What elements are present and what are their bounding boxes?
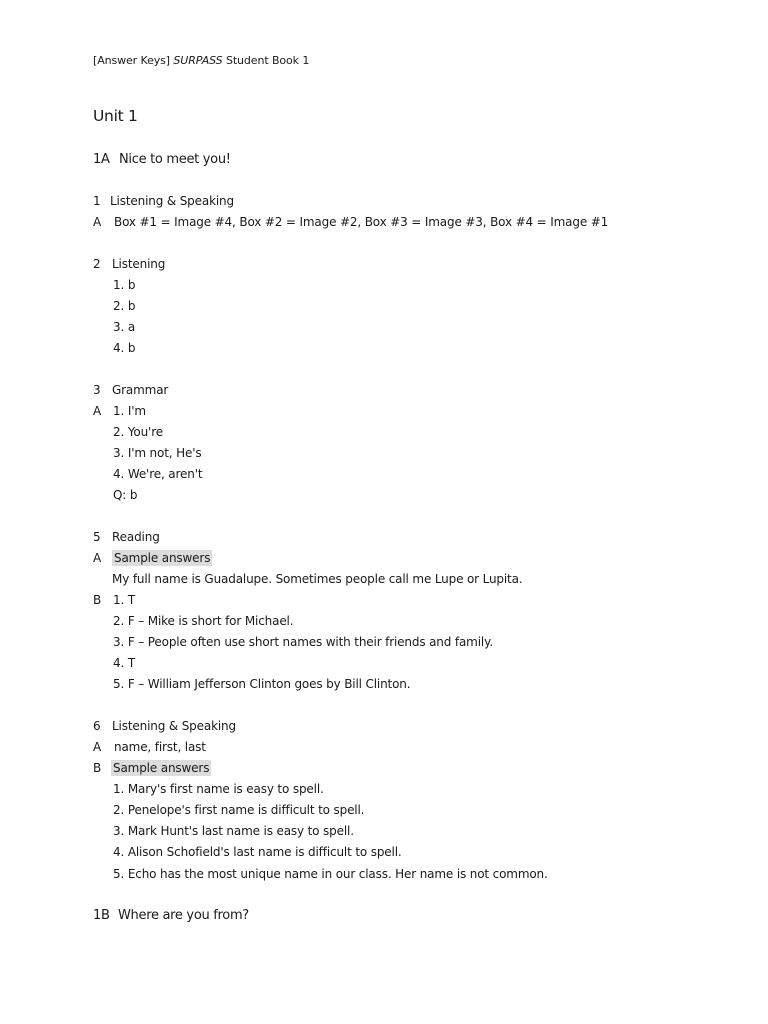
list-item: 4. We're, aren't <box>113 467 203 481</box>
list-item: 1. T <box>113 593 135 607</box>
section-6-title: Listening & Speaking <box>112 719 236 733</box>
list-item: 2. You're <box>113 425 163 439</box>
section-2-number: 2 <box>93 257 101 271</box>
section-5-title: Reading <box>112 530 160 544</box>
section-1-a-answer: Box #1 = Image #4, Box #2 = Image #2, Box #3 = Image #3, Box #4 = Image #1 <box>114 215 609 229</box>
list-item: 2. F – Mike is short for Michael. <box>113 614 294 628</box>
list-item: 5. Echo has the most unique name in our class. Her name is not common. <box>113 867 548 881</box>
section-5-a-answer: My full name is Guadalupe. Sometimes people call me Lupe or Lupita. <box>112 572 523 586</box>
lesson-1a-number: 1A <box>93 152 110 167</box>
section-1-title: Listening & Speaking <box>110 194 234 208</box>
section-5-a-label: A <box>93 551 102 565</box>
section-3-title: Grammar <box>112 383 169 397</box>
list-item: 2. b <box>113 299 136 313</box>
section-6-b-label: B <box>93 761 102 775</box>
section-5-number: 5 <box>93 530 101 544</box>
list-item: 3. Mark Hunt's last name is easy to spell. <box>113 824 354 838</box>
lesson-1a-title: Nice to meet you! <box>119 152 231 167</box>
page-header <box>93 54 309 67</box>
list-item: 1. Mary's first name is easy to spell. <box>113 782 324 796</box>
lesson-1b-title: Where are you from? <box>118 908 249 923</box>
list-item: 5. F – William Jefferson Clinton goes by Bill Clinton. <box>113 677 411 691</box>
list-item: Q: b <box>113 488 138 502</box>
header-bracket: [Answer Keys] <box>93 54 174 67</box>
lesson-1b-number: 1B <box>93 908 110 923</box>
list-item: 1. I'm <box>113 404 146 418</box>
section-6-a-label: A <box>93 740 102 754</box>
section-3-a-label: A <box>93 404 102 418</box>
list-item: 2. Penelope's first name is difficult to spell. <box>113 803 365 817</box>
list-item: 4. Alison Schofield's last name is difficult to spell. <box>113 845 402 859</box>
unit-title: Unit 1 <box>93 107 138 125</box>
section-6-a-answer: name, first, last <box>114 740 206 754</box>
list-item: 1. b <box>113 278 136 292</box>
list-item: 3. F – People often use short names with their friends and family. <box>113 635 493 649</box>
list-item: 4. T <box>113 656 135 670</box>
header-rest: Student Book 1 <box>222 54 310 67</box>
list-item: 3. a <box>113 320 136 334</box>
section-1-number: 1 <box>93 194 101 208</box>
section-3-number: 3 <box>93 383 101 397</box>
section-5-b-label: B <box>93 593 102 607</box>
section-6-number: 6 <box>93 719 101 733</box>
section-1-a-label: A <box>93 215 102 229</box>
section-2-title: Listening <box>112 257 166 271</box>
sample-answers-highlight: Sample answers <box>113 761 210 775</box>
list-item: 3. I'm not, He's <box>113 446 202 460</box>
list-item: 4. b <box>113 341 136 355</box>
header-book-title: SURPASS <box>173 54 223 67</box>
sample-answers-highlight: Sample answers <box>114 551 211 565</box>
